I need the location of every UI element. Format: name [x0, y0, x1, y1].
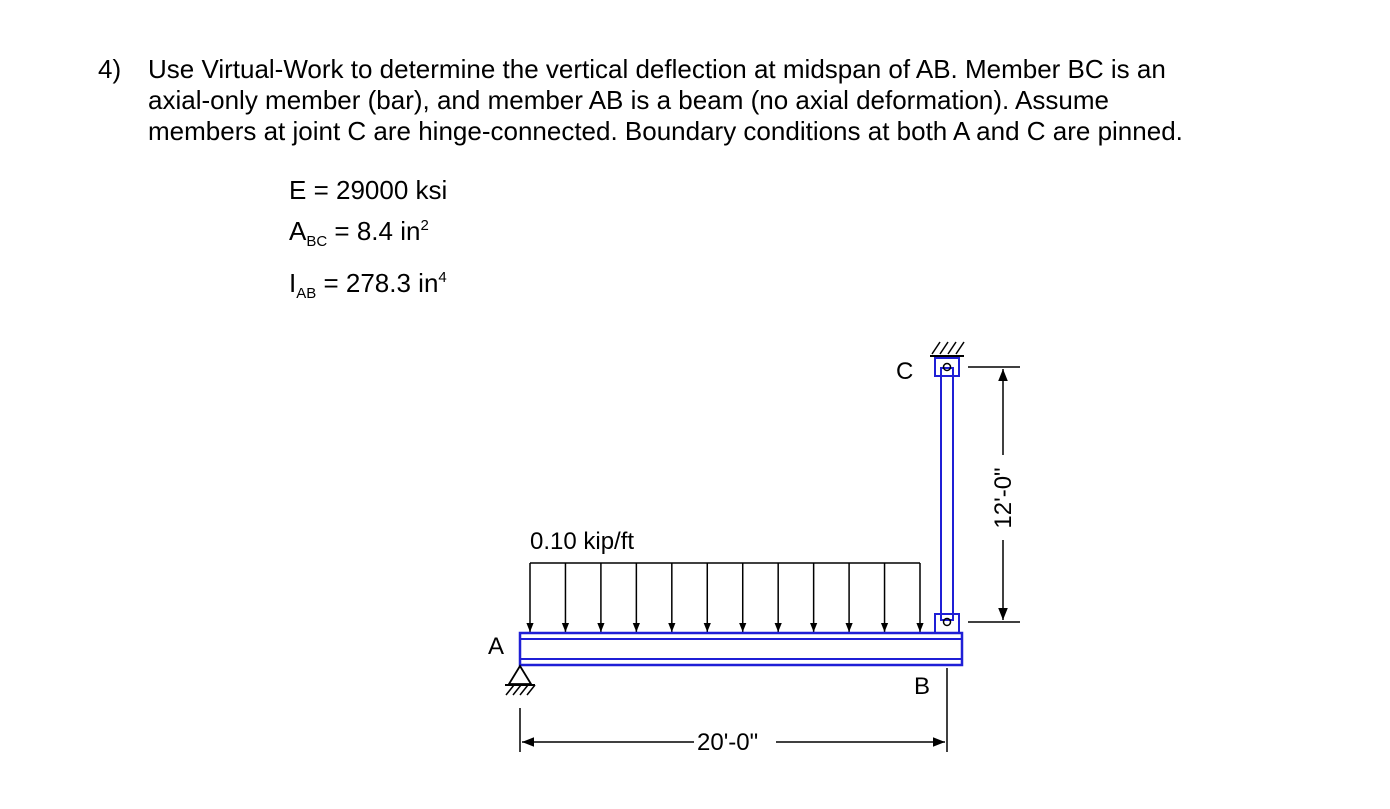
load-label: 0.10 kip/ft — [530, 528, 635, 555]
problem-line-3: members at joint C are hinge-connected. Boundary conditions at both A and C are pinned. — [148, 116, 1183, 146]
beam-AB — [520, 633, 962, 665]
support-C — [930, 342, 964, 356]
height-dimension — [968, 367, 1020, 622]
problem-line-2: axial-only member (bar), and member AB is a beam (no axial deformation). Assume — [148, 85, 1109, 115]
support-A — [505, 666, 535, 695]
load-arrows — [530, 563, 920, 632]
prop-I-AB: $I_{AB} = 278.3$ $in^4$ — [289, 268, 447, 302]
problem-line-1: Use Virtual-Work to determine the vertical deflection at midspan of AB. Member BC is an — [148, 54, 1166, 84]
height-dim-label: 12'-0" — [990, 467, 1017, 529]
span-dim-label: 20'-0" — [697, 729, 759, 756]
problem-number: 4) — [98, 54, 122, 84]
span-dimension — [520, 668, 947, 756]
label-A: A — [488, 633, 505, 660]
prop-A-BC: $A_{BC} = 8.4$ $in^2$ — [289, 216, 429, 250]
bar-BC — [935, 358, 959, 633]
label-B: B — [914, 673, 931, 700]
prop-E: E = 29000 ksi — [289, 175, 448, 205]
label-C: C — [896, 358, 914, 385]
